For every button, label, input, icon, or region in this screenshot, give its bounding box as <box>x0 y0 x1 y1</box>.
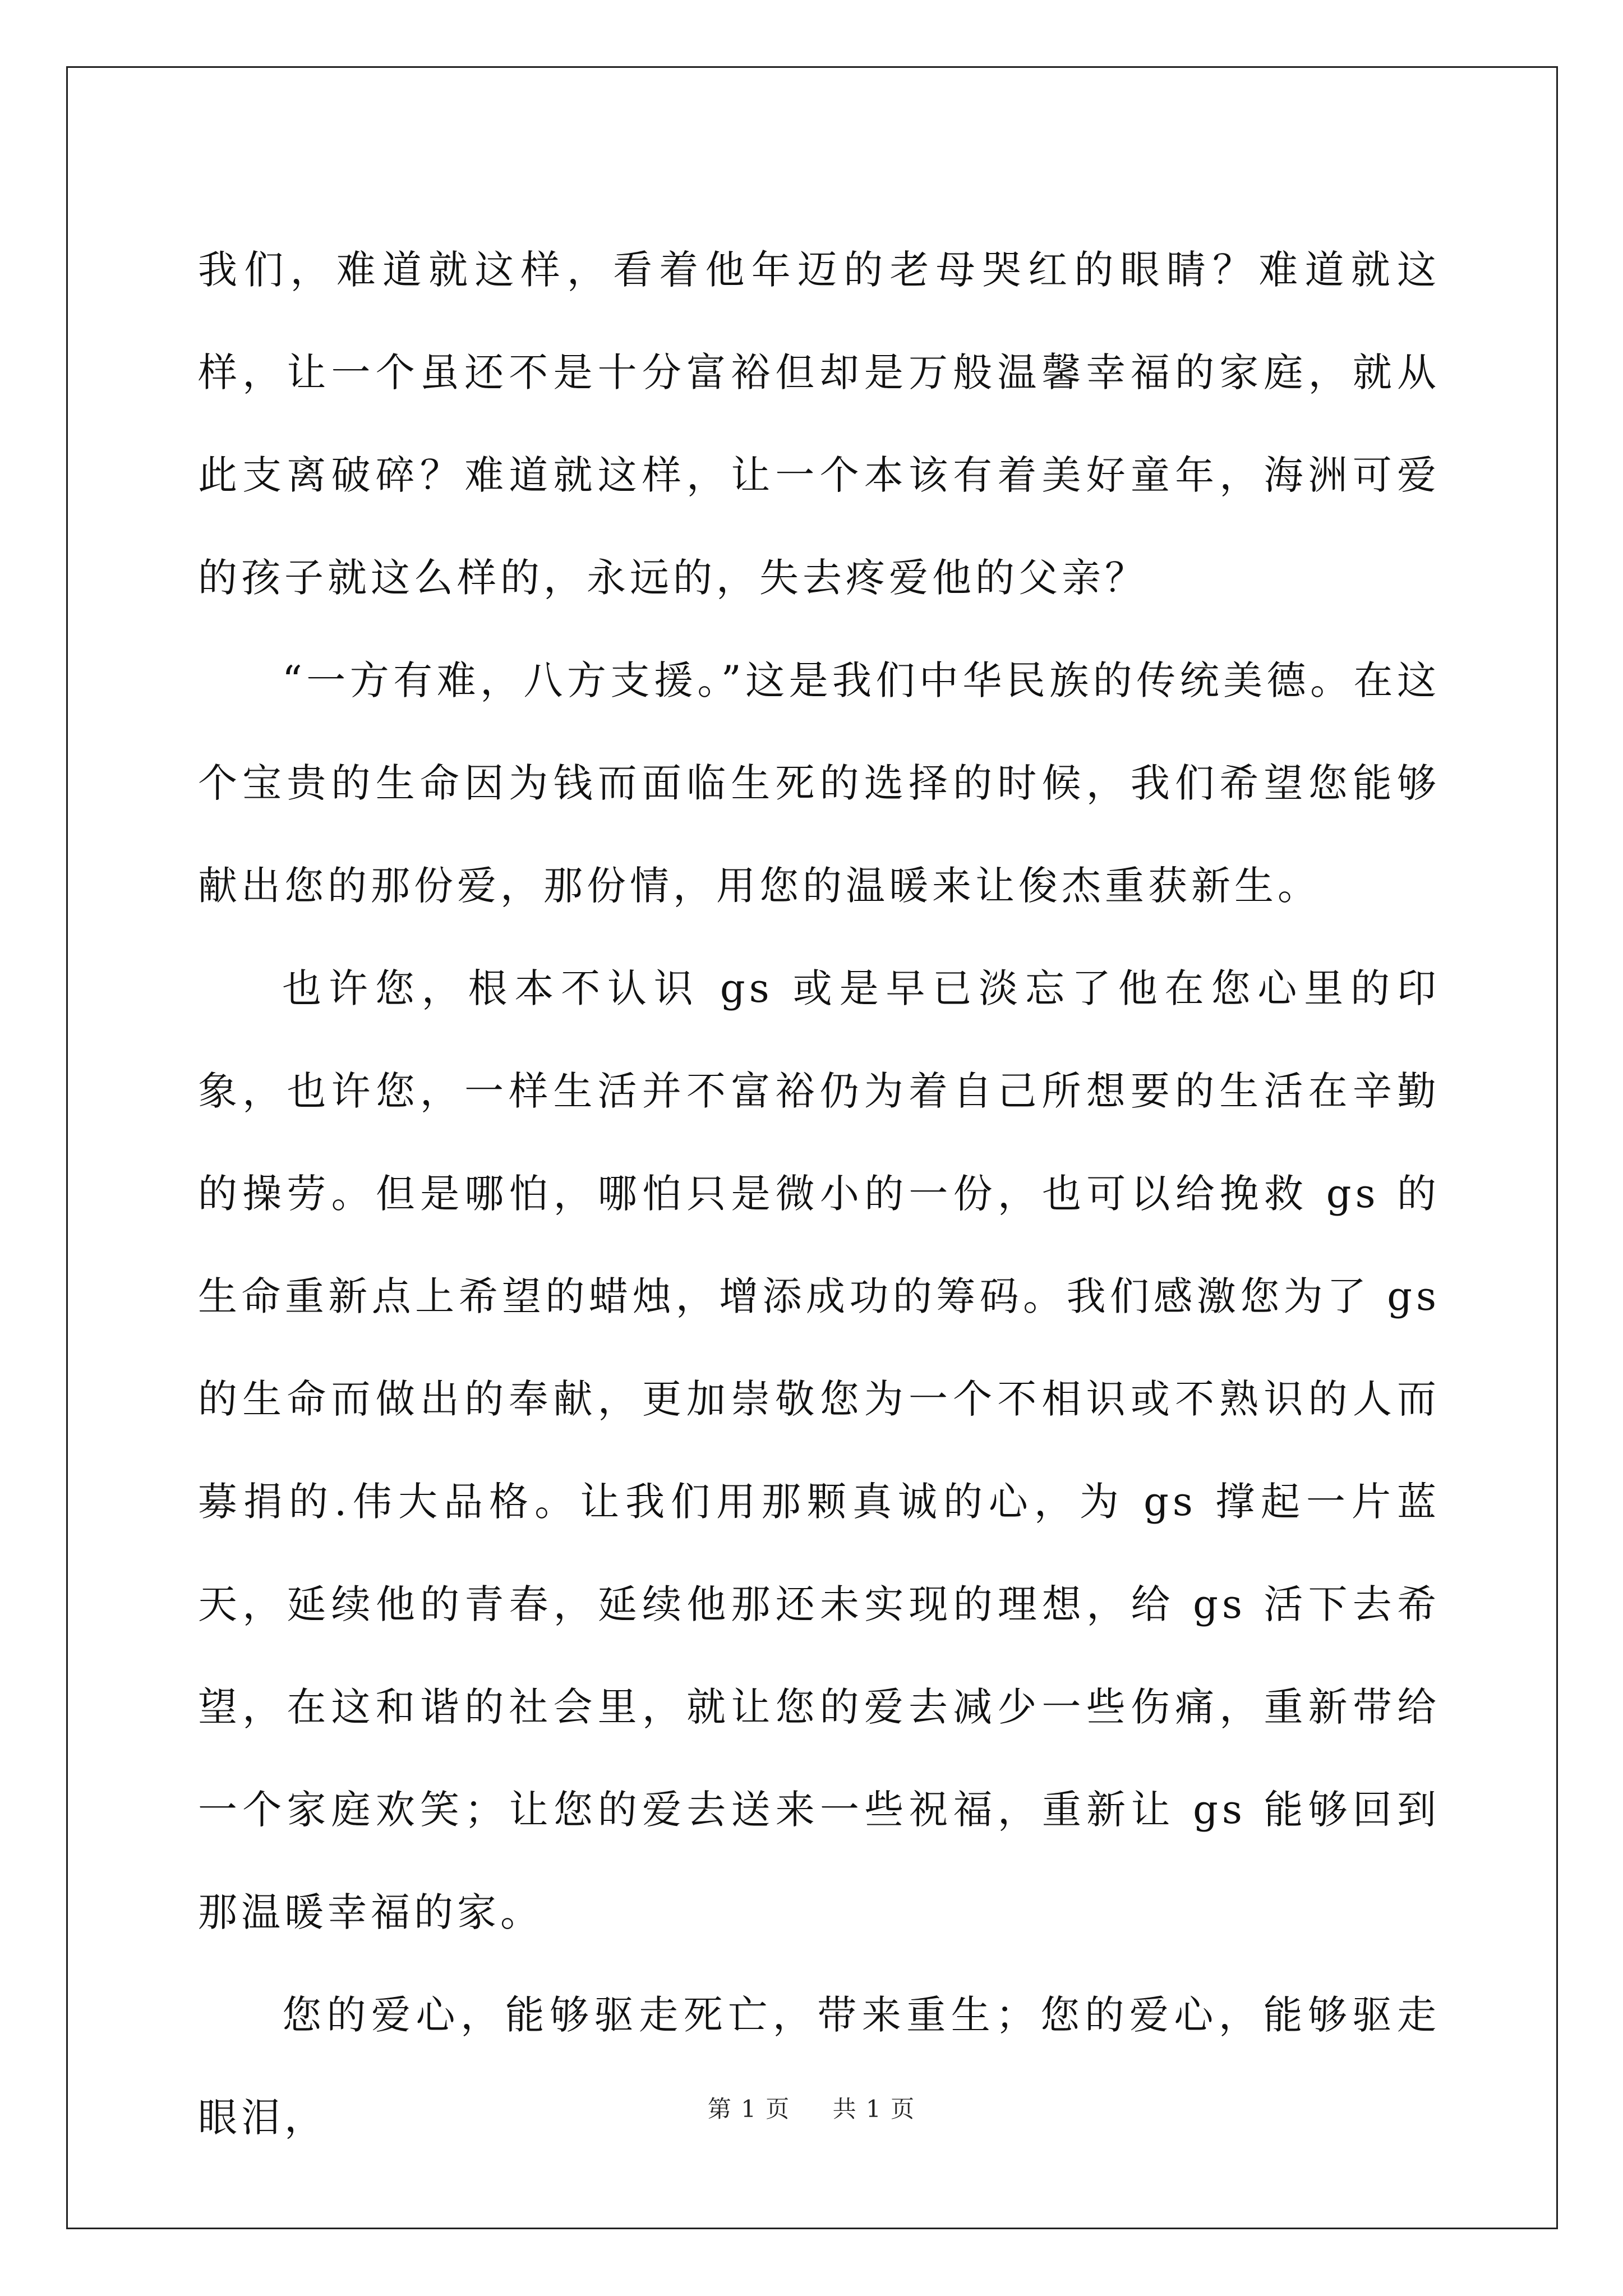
paragraph-3: 也许您，根本不认识 gs 或是早已淡忘了他在您心里的印象，也许您，一样生活并不富裕仍为着自己所想要的生活在辛勤的操劳。但是哪怕，哪怕只是微小的一份，也可以给挽救 gs 的生命重新点上希望的蜡烛，增添成功的筹码。我们感激您为了 gs 的生命而做出的奉献，更加崇敬您为一个不相识或不熟识的人而募捐的.伟大品格。让我们用那颗真诚的心，为 gs 撑起一片蓝天，延续他的青春，延续他那还未实现的理想，给 gs 活下去希望，在这和谐的社会里，就让您的爱去减少一些伤痛，重新带给一个家庭欢笑；让您的爱去送来一些祝福，重新让 gs 能够回到那温暖幸福的家。 <box>198 965 1440 1935</box>
paragraph-1: 我们，难道就这样，看着他年迈的老母哭红的眼睛？难道就这样，让一个虽还不是十分富裕但却是万般温馨幸福的家庭，就从此支离破碎？难道就这样，让一个本该有着美好童年，海洲可爱的孩子就这么样的，永远的，失去疼爱他的父亲？ <box>198 247 1440 601</box>
document-body <box>198 219 1440 2169</box>
page-footer <box>0 2091 1623 2124</box>
paragraph-4: 您的爱心，能够驱走死亡，带来重生；您的爱心，能够驱走眼泪， <box>198 1992 1440 2141</box>
page-total: 共 1 页 <box>832 2095 916 2123</box>
paragraph-2: “一方有难，八方支援。”这是我们中华民族的传统美德。在这个宝贵的生命因为钱而面临生死的选择的时候，我们希望您能够献出您的那份爱，那份情，用您的温暖来让俊杰重获新生。 <box>198 657 1440 909</box>
page-number: 第 1 页 <box>707 2095 791 2123</box>
